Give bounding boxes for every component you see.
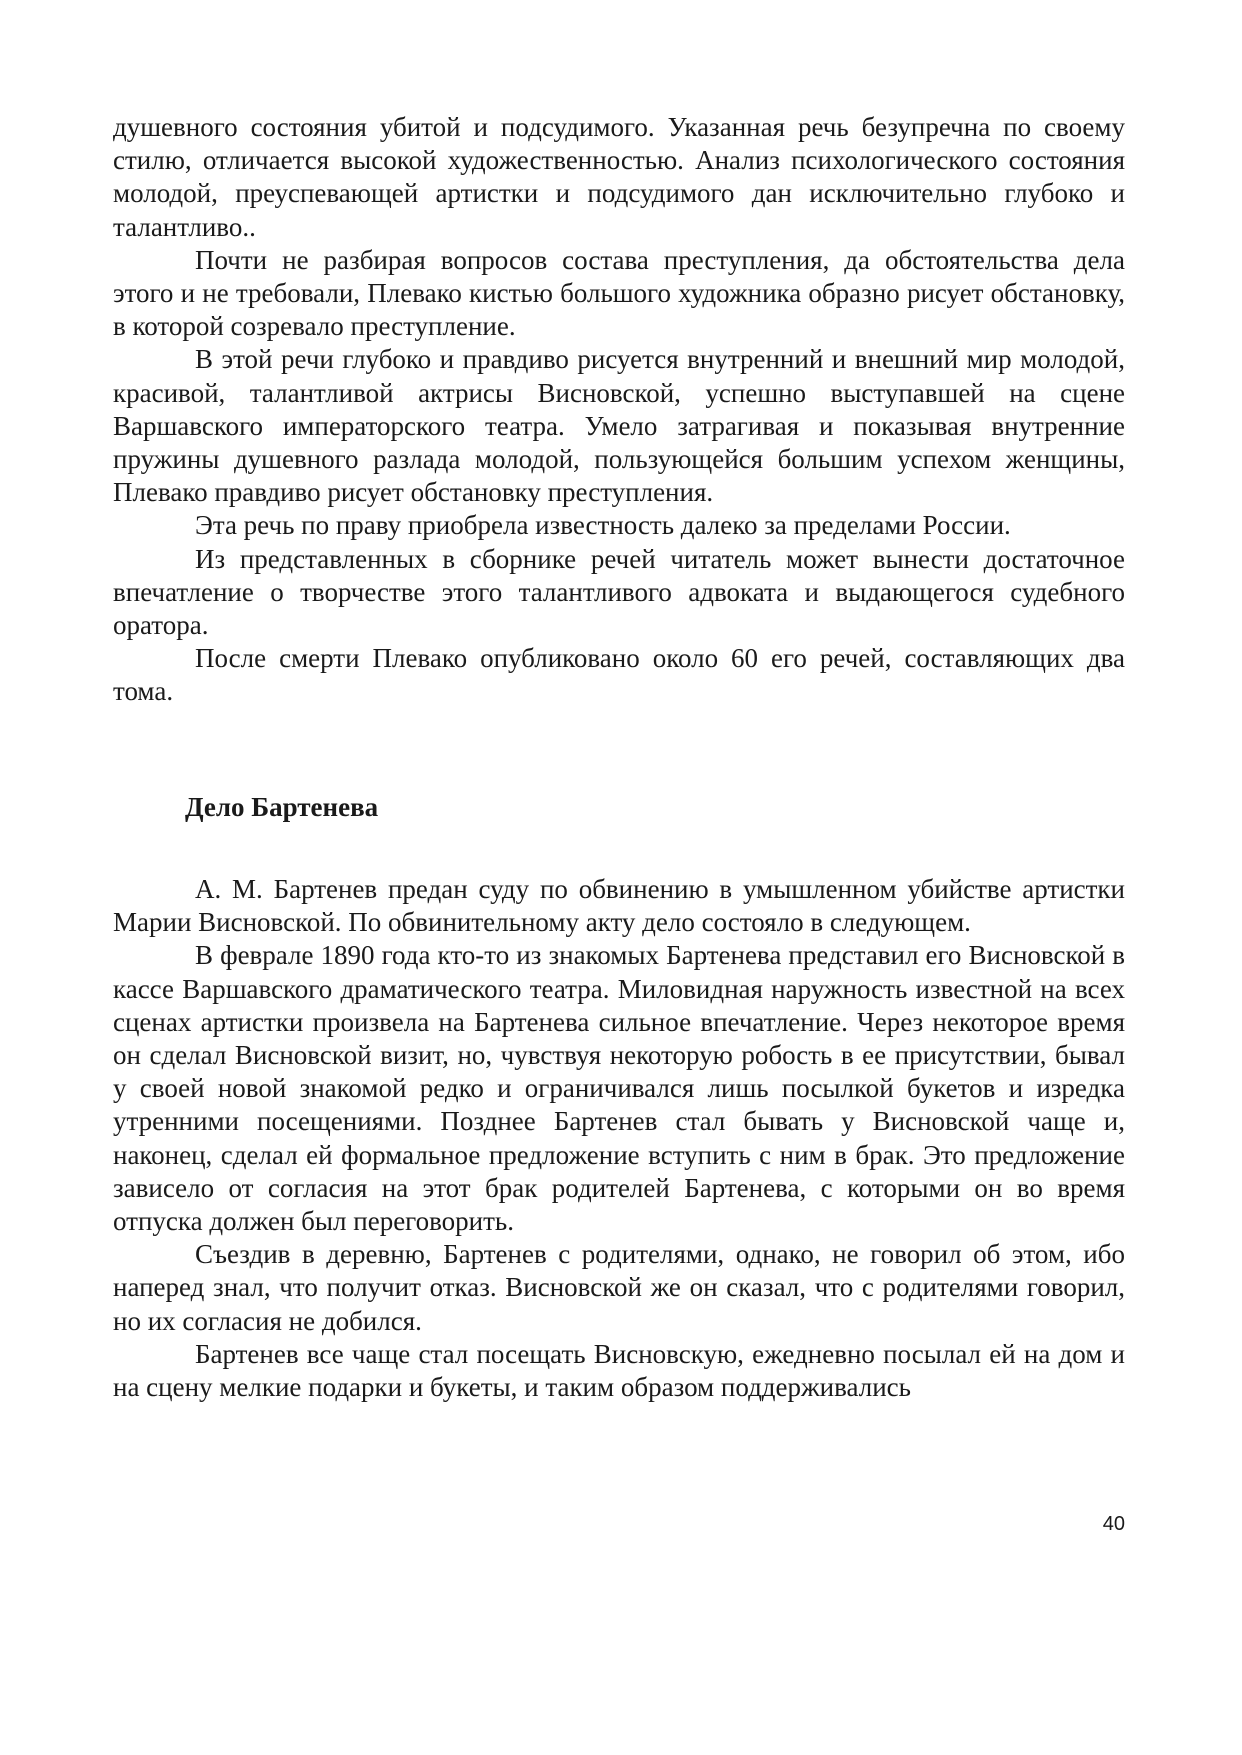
section-heading: Дело Бартенева [185,792,379,822]
section-text-block [113,873,1125,1404]
paragraph: Эта речь по праву приобрела известность далеко за пределами России. [195,510,1011,541]
paragraph: Из представленных в сборнике речей читатель может вынести достаточное впечатление о творчестве этого талантливого адвоката и выдающегося судебного оратора. [113,543,1125,641]
paragraph: душевного состояния убитой и подсудимого. Указанная речь безупречна по своему стилю, отличается высокой художественностью. Анализ психологического состояния молодой, преуспевающей артистки и подсудимого дан исключительно глубоко и талантливо.. [113,112,1125,242]
paragraph: Бартенев все чаще стал посещать Висновскую, ежедневно посылал ей на дом и на сцену мелкие подарки и букеты, и таким образом поддерживались [113,1338,1125,1403]
intro-text-block [113,111,1125,709]
paragraph: А. М. Бартенев предан суду по обвинению в умышленном убийстве артистки Марии Висновской. По обвинительному акту дело состояло в следующем. [113,874,1125,938]
paragraph: Почти не разбирая вопросов состава преступления, да обстоятельства дела этого и не требовали, Плевако кистью большого художника образно рисует обстановку, в которой созревало преступление. [113,244,1125,342]
paragraph: В этой речи глубоко и правдиво рисуется внутренний и внешний мир молодой, красивой, талантливой актрисы Висновской, успешно выступавшей на сцене Варшавского императорского театра. Умело затрагивая и показывая внутренние пружины душевного разлада молодой, пользующейся большим успехом женщины, Плевако правдиво рисует обстановку преступления. [113,344,1125,508]
page-number: 40 [1102,1513,1125,1535]
paragraph: После смерти Плевако опубликовано около 60 его речей, составляющих два тома. [113,643,1125,707]
paragraph: В феврале 1890 года кто-то из знакомых Бартенева представил его Висновской в кассе Варшавского драматического театра. Миловидная наружность известной на всех сценах артистки произвела на Бартенева сильное впечатление. Через некоторое время он сделал Висновской визит, но, чувствуя некоторую робость в ее присутствии, бывал у своей новой знакомой редко и ограничивался лишь посылкой букетов и изредка утренними посещениями. Позднее Бартенев стал бывать у Висновской чаще и, наконец, сделал ей формальное предложение вступить с ним в брак. Это предложение зависело от согласия на этот брак родителей Бартенева, с которыми он во время отпуска должен был переговорить. [113,940,1125,1237]
paragraph: Съездив в деревню, Бартенев с родителями, однако, не говорил об этом, ибо наперед знал, что получит отказ. Висновской же он сказал, что с родителями говорил, но их согласия не добился. [113,1239,1125,1336]
